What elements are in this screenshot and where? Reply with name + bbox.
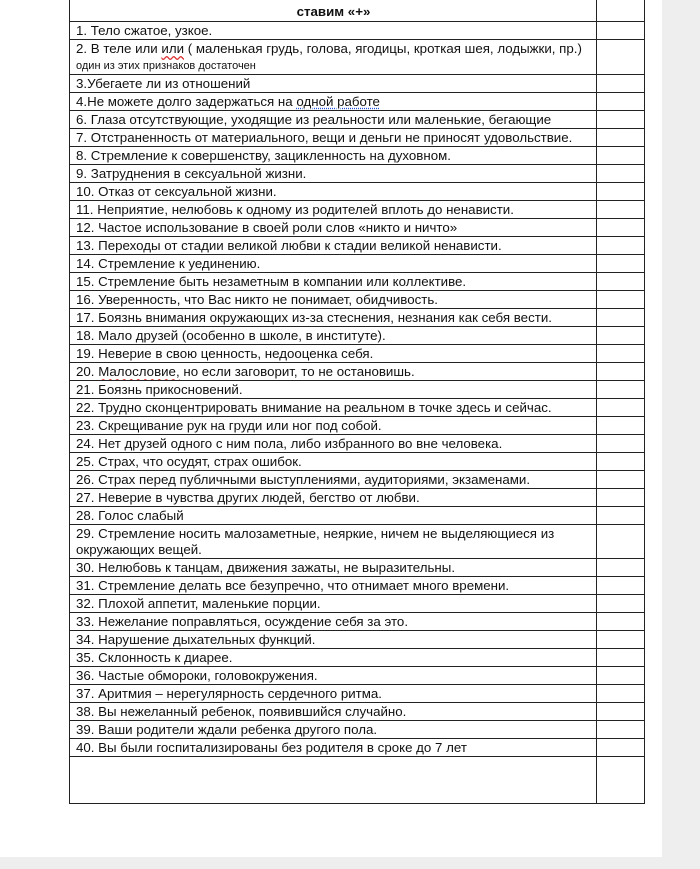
mark-cell[interactable]	[597, 471, 645, 489]
table-row	[70, 399, 645, 417]
table-row-empty	[70, 757, 645, 804]
mark-cell[interactable]	[597, 291, 645, 309]
mark-cell[interactable]	[597, 757, 645, 804]
grammar-underlined-phrase: одной работе	[296, 94, 380, 109]
table-row	[70, 471, 645, 489]
questionnaire-table	[69, 0, 645, 804]
table-row	[70, 613, 645, 631]
table-header-row	[70, 0, 645, 22]
mark-cell[interactable]	[597, 577, 645, 595]
mark-cell[interactable]	[597, 559, 645, 577]
item-text: 18. Мало друзей (особенно в школе, в институте).	[70, 327, 597, 345]
mark-cell[interactable]	[597, 613, 645, 631]
table-row	[70, 345, 645, 363]
item-text: 33. Нежелание поправляться, осуждение себя за это.	[70, 613, 597, 631]
table-row	[70, 649, 645, 667]
table-row	[70, 291, 645, 309]
item-text: 14. Стремление к уединению.	[70, 255, 597, 273]
table-row	[70, 327, 645, 345]
table-row	[70, 201, 645, 219]
item-text: 10. Отказ от сексуальной жизни.	[70, 183, 597, 201]
mark-cell[interactable]	[597, 399, 645, 417]
table-row	[70, 685, 645, 703]
item-text: 31. Стремление делать все безупречно, что отнимает много времени.	[70, 577, 597, 595]
mark-cell[interactable]	[597, 201, 645, 219]
item-text-part: 2. В теле или	[76, 41, 162, 56]
item-text: 22. Трудно сконцентрировать внимание на реальном в точке здесь и сейчас.	[70, 399, 597, 417]
mark-cell[interactable]	[597, 165, 645, 183]
table-row	[70, 453, 645, 471]
mark-cell[interactable]	[597, 345, 645, 363]
item-text: 21. Боязнь прикосновений.	[70, 381, 597, 399]
mark-cell[interactable]	[597, 147, 645, 165]
item-text: 38. Вы нежеланный ребенок, появившийся случайно.	[70, 703, 597, 721]
spellcheck-underlined-word: Малословие,	[98, 364, 180, 379]
mark-cell[interactable]	[597, 129, 645, 147]
table-row	[70, 219, 645, 237]
item-text: 8. Стремление к совершенству, зацикленность на духовном.	[70, 147, 597, 165]
item-text: 27. Неверие в чувства других людей, бегство от любви.	[70, 489, 597, 507]
window-bottom-gutter	[0, 857, 700, 869]
spellcheck-underlined-word: или	[161, 41, 185, 56]
table-row	[70, 559, 645, 577]
table-row	[70, 237, 645, 255]
item-text: 3.Убегаете ли из отношений	[70, 75, 597, 93]
mark-cell[interactable]	[597, 525, 645, 559]
item-text-part: ( маленькая грудь, голова, ягодицы, кроткая шея, лодыжки, пр.)	[184, 41, 582, 56]
item-text: 17. Боязнь внимания окружающих из-за стеснения, незнания как себя вести.	[70, 309, 597, 327]
header-mark-cell[interactable]	[597, 0, 645, 22]
item-text: 36. Частые обмороки, головокружения.	[70, 667, 597, 685]
table-row	[70, 525, 645, 559]
item-text: 40. Вы были госпитализированы без родителя в сроке до 7 лет	[70, 739, 597, 757]
table-row	[70, 489, 645, 507]
item-text	[70, 40, 597, 75]
item-text: 29. Стремление носить малозаметные, неяркие, ничем не выделяющиеся из окружающих вещей.	[70, 525, 597, 559]
item-text-part: 20.	[76, 364, 99, 379]
item-text: 15. Стремление быть незаметным в компании или коллективе.	[70, 273, 597, 291]
table-row	[70, 435, 645, 453]
table-row	[70, 255, 645, 273]
mark-cell[interactable]	[597, 649, 645, 667]
item-text: 12. Частое использование в своей роли слов «никто и ничто»	[70, 219, 597, 237]
table-row	[70, 93, 645, 111]
mark-cell[interactable]	[597, 453, 645, 471]
item-text: 19. Неверие в свою ценность, недооценка себя.	[70, 345, 597, 363]
table-row	[70, 183, 645, 201]
mark-cell[interactable]	[597, 183, 645, 201]
table-row	[70, 165, 645, 183]
mark-cell[interactable]	[597, 417, 645, 435]
mark-cell[interactable]	[597, 489, 645, 507]
mark-cell[interactable]	[597, 507, 645, 525]
table-row	[70, 75, 645, 93]
table-row	[70, 147, 645, 165]
mark-cell[interactable]	[597, 435, 645, 453]
mark-cell[interactable]	[597, 703, 645, 721]
table-row	[70, 363, 645, 381]
table-row	[70, 721, 645, 739]
table-row	[70, 40, 645, 75]
table-row	[70, 507, 645, 525]
table-row	[70, 703, 645, 721]
table-row	[70, 667, 645, 685]
table-row	[70, 739, 645, 757]
table-row	[70, 273, 645, 291]
mark-cell[interactable]	[597, 739, 645, 757]
item-text: 35. Склонность к диарее.	[70, 649, 597, 667]
mark-cell[interactable]	[597, 309, 645, 327]
mark-cell[interactable]	[597, 93, 645, 111]
item-text: 6. Глаза отсутствующие, уходящие из реальности или маленькие, бегающие	[70, 111, 597, 129]
item-text: 32. Плохой аппетит, маленькие порции.	[70, 595, 597, 613]
mark-cell[interactable]	[597, 22, 645, 40]
item-text-part: но если заговорит, то не остановишь.	[179, 364, 415, 379]
item-text: 30. Нелюбовь к танцам, движения зажаты, не выразительны.	[70, 559, 597, 577]
mark-cell[interactable]	[597, 255, 645, 273]
mark-cell[interactable]	[597, 685, 645, 703]
mark-cell[interactable]	[597, 237, 645, 255]
table-row	[70, 577, 645, 595]
mark-cell[interactable]	[597, 327, 645, 345]
item-text: 25. Страх, что осудят, страх ошибок.	[70, 453, 597, 471]
item-note: один из этих признаков достаточен	[76, 60, 256, 72]
mark-cell[interactable]	[597, 667, 645, 685]
table-row	[70, 129, 645, 147]
table-row	[70, 22, 645, 40]
item-text: 37. Аритмия – нерегулярность сердечного ритма.	[70, 685, 597, 703]
item-text: 1. Тело сжатое, узкое.	[70, 22, 597, 40]
item-text: 34. Нарушение дыхательных функций.	[70, 631, 597, 649]
item-text: 39. Ваши родители ждали ребенка другого пола.	[70, 721, 597, 739]
table-row	[70, 631, 645, 649]
mark-cell[interactable]	[597, 40, 645, 75]
item-text: 16. Уверенность, что Вас никто не понимает, обидчивость.	[70, 291, 597, 309]
table-header-title: ставим «+»	[70, 0, 597, 22]
mark-cell[interactable]	[597, 721, 645, 739]
item-text: 13. Переходы от стадии великой любви к стадии великой ненависти.	[70, 237, 597, 255]
mark-cell[interactable]	[597, 273, 645, 291]
item-text: 23. Скрещивание рук на груди или ног под собой.	[70, 417, 597, 435]
mark-cell[interactable]	[597, 111, 645, 129]
mark-cell[interactable]	[597, 219, 645, 237]
item-text: 11. Неприятие, нелюбовь к одному из родителей вплоть до ненависти.	[70, 201, 597, 219]
item-text: 9. Затруднения в сексуальной жизни.	[70, 165, 597, 183]
mark-cell[interactable]	[597, 595, 645, 613]
table-row	[70, 309, 645, 327]
table-row	[70, 595, 645, 613]
item-text: 24. Нет друзей одного с ним пола, либо избранного во вне человека.	[70, 435, 597, 453]
item-text-part: 4.Не можете долго задержаться на	[76, 94, 297, 109]
window-scroll-gutter	[662, 0, 700, 869]
mark-cell[interactable]	[597, 631, 645, 649]
item-text	[70, 363, 597, 381]
mark-cell[interactable]	[597, 381, 645, 399]
mark-cell[interactable]	[597, 75, 645, 93]
item-text: 28. Голос слабый	[70, 507, 597, 525]
table-row	[70, 111, 645, 129]
item-text	[70, 93, 597, 111]
item-text: 26. Страх перед публичными выступлениями, аудиториями, экзаменами.	[70, 471, 597, 489]
empty-cell[interactable]	[70, 757, 597, 804]
mark-cell[interactable]	[597, 363, 645, 381]
table-row	[70, 417, 645, 435]
item-text: 7. Отстраненность от материального, вещи и деньги не приносят удовольствие.	[70, 129, 597, 147]
table-row	[70, 381, 645, 399]
